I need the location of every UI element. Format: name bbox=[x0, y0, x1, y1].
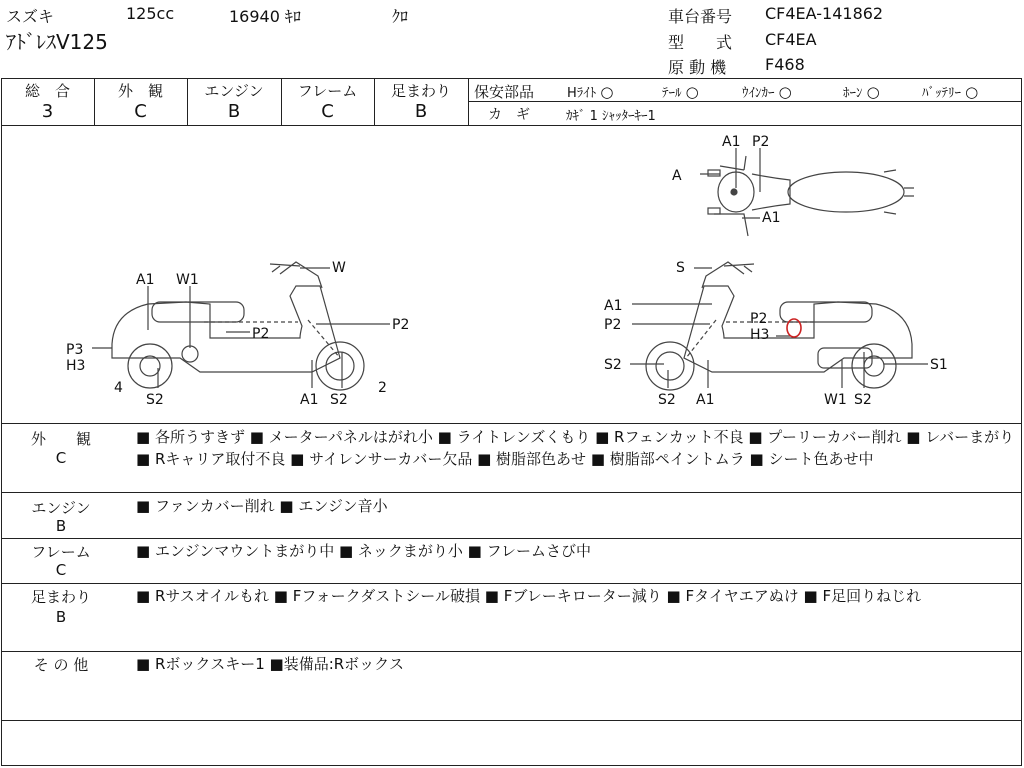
label-right-a1-2: A1 bbox=[696, 392, 715, 408]
section-label: 足まわり bbox=[30, 588, 91, 606]
divider bbox=[468, 101, 1022, 102]
grade-frame-label: フレーム bbox=[297, 82, 358, 100]
label-right-s2: S2 bbox=[604, 357, 622, 373]
grade-total: 3 bbox=[41, 101, 54, 122]
model-name: ｱﾄﾞﾚｽV125 bbox=[6, 30, 108, 54]
label-top-a1: A1 bbox=[722, 134, 741, 150]
grade-exterior: C bbox=[134, 101, 147, 122]
type-value: CF4EA bbox=[765, 30, 817, 49]
section-grade: B bbox=[55, 517, 67, 535]
scooter-top-view bbox=[708, 156, 914, 236]
safety-label: 保安部品 bbox=[474, 83, 535, 101]
safety-item-horn: ﾎｰﾝ ○ bbox=[843, 83, 880, 101]
section-text: ■ Rサスオイルもれ ■ Fフォークダストシール破損 ■ Fブレーキローター減り ■ Fタイヤエアぬけ ■ F足回りねじれ bbox=[136, 587, 922, 605]
section-engine bbox=[1, 494, 1022, 538]
label-right-s2-3: S2 bbox=[854, 392, 872, 408]
safety-item-headlight: Hﾗｲﾄ ○ bbox=[567, 83, 614, 101]
maker: スズキ bbox=[6, 7, 55, 26]
grade-engine: B bbox=[227, 101, 241, 122]
divider bbox=[1, 538, 1022, 539]
displacement: 125cc bbox=[126, 4, 175, 23]
label-right-a1: A1 bbox=[604, 298, 623, 314]
section-label: そ の 他 bbox=[33, 656, 89, 674]
label-top-a1-2: A1 bbox=[762, 210, 781, 226]
mileage: 16940 ｷﾛ bbox=[229, 7, 301, 26]
scooter-right-view bbox=[646, 262, 912, 390]
grade-frame: C bbox=[321, 101, 334, 122]
grade-exterior-label: 外 観 bbox=[117, 82, 163, 100]
section-other bbox=[1, 653, 1022, 719]
label-left-s2: S2 bbox=[146, 392, 164, 408]
label-left-w: W bbox=[332, 260, 346, 276]
section-exterior bbox=[1, 425, 1022, 492]
label-right-p2-2: P2 bbox=[750, 311, 768, 327]
divider bbox=[1, 492, 1022, 493]
section-grade: B bbox=[55, 608, 67, 626]
section-grade: C bbox=[55, 449, 67, 467]
engine-value: F468 bbox=[765, 55, 805, 74]
section-text: ■ 各所うすきず ■ メーターパネルはがれ小 ■ ライトレンズくもり ■ Rフェンカット不良 ■ プーリーカバー削れ ■ レバーまがり ■ Rキャリア取付不良 ■ サイレンサーカバー欠品 ■ 樹脂部色あせ ■ 樹脂部ペイントムラ ■ シート色あせ中 bbox=[136, 428, 1015, 468]
label-left-4: 4 bbox=[114, 380, 123, 396]
color: ｸﾛ bbox=[392, 7, 409, 26]
label-right-h3: H3 bbox=[750, 327, 770, 343]
section-text: ■ Rボックスキー1 ■装備品:Rボックス bbox=[136, 655, 405, 673]
divider bbox=[1, 720, 1022, 721]
damage-diagram bbox=[0, 126, 1024, 422]
section-text: ■ エンジンマウントまがり中 ■ ネックまがり小 ■ フレームさび中 bbox=[136, 542, 592, 560]
label-left-a1: A1 bbox=[136, 272, 155, 288]
divider bbox=[1, 651, 1022, 652]
label-left-2: 2 bbox=[378, 380, 387, 396]
grade-suspension: B bbox=[414, 101, 428, 122]
frame-no: CF4EA-141862 bbox=[765, 4, 884, 23]
label-right-p2: P2 bbox=[604, 317, 622, 333]
label-top-p2: P2 bbox=[752, 134, 770, 150]
grade-suspension-label: 足まわり bbox=[390, 82, 451, 100]
section-label: 外 観 bbox=[30, 430, 91, 448]
safety-item-battery: ﾊﾞｯﾃﾘｰ ○ bbox=[922, 83, 979, 101]
label-left-w1: W1 bbox=[176, 272, 199, 288]
grade-total-label: 総 合 bbox=[24, 82, 70, 100]
divider bbox=[1, 423, 1022, 424]
safety-item-tail: ﾃｰﾙ ○ bbox=[662, 83, 699, 101]
grade-engine-label: エンジン bbox=[204, 82, 264, 100]
key-value: ｶｷﾞ 1 ｼｬｯﾀｰｷｰ1 bbox=[566, 109, 656, 124]
safety-item-winker: ｳｲﾝｶｰ ○ bbox=[742, 83, 792, 101]
type-label: 型 式 bbox=[668, 33, 733, 52]
divider bbox=[468, 78, 469, 125]
label-left-a1-2: A1 bbox=[300, 392, 319, 408]
label-left-h3: H3 bbox=[66, 358, 86, 374]
label-right-w1: W1 bbox=[824, 392, 847, 408]
section-text: ■ ファンカバー削れ ■ エンジン音小 bbox=[136, 497, 388, 515]
section-grade: C bbox=[55, 561, 67, 579]
section-label: エンジン bbox=[31, 499, 91, 517]
label-left-p2: P2 bbox=[252, 326, 270, 342]
section-label: フレーム bbox=[31, 543, 91, 561]
label-left-p2-2: P2 bbox=[392, 317, 410, 333]
divider bbox=[1, 583, 1022, 584]
key-label: カ ギ bbox=[488, 107, 530, 123]
label-left-s2-2: S2 bbox=[330, 392, 348, 408]
engine-label: 原 動 機 bbox=[668, 58, 727, 77]
frame-no-label: 車台番号 bbox=[668, 7, 733, 26]
section-frame bbox=[1, 540, 1022, 583]
label-right-s1: S1 bbox=[930, 357, 948, 373]
label-left-p3: P3 bbox=[66, 342, 84, 358]
label-right-s: S bbox=[676, 260, 685, 276]
section-suspension bbox=[1, 585, 1022, 651]
label-right-s2-2: S2 bbox=[658, 392, 676, 408]
label-top-a: A bbox=[672, 168, 682, 184]
